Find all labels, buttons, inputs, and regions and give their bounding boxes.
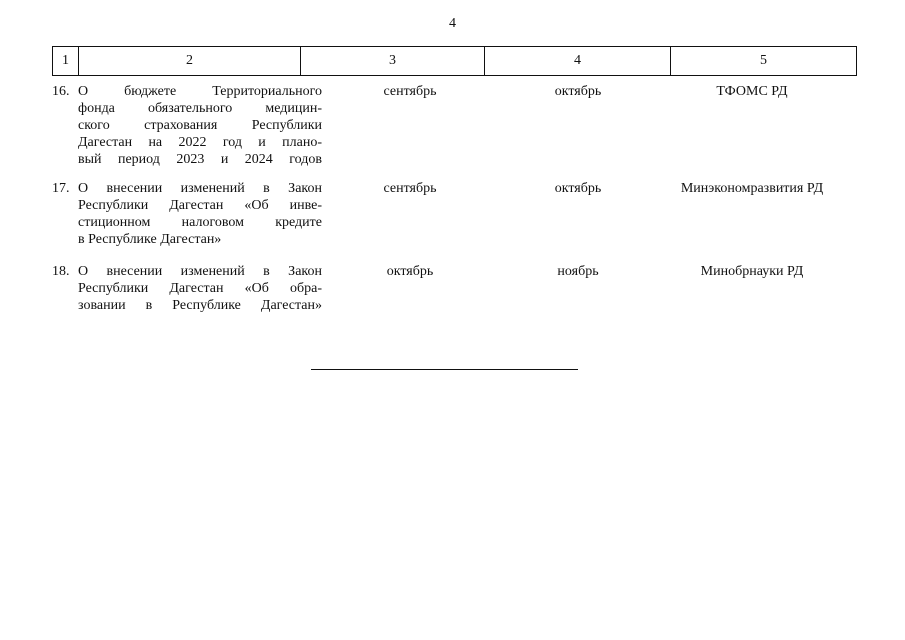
description-line: Республики Дагестан «Об обра-: [78, 281, 322, 296]
header-col-2: 2: [79, 47, 301, 76]
description-line: Республики Дагестан «Об инве-: [78, 198, 322, 213]
header-col-4: 4: [485, 47, 671, 76]
description-line: стиционном налоговом кредите: [78, 215, 322, 230]
row-number: 18.: [52, 264, 70, 279]
row-description: [78, 180, 322, 248]
row-col3: сентябрь: [383, 181, 437, 196]
row-description: [78, 83, 322, 168]
table-header: [52, 46, 857, 76]
row-description: [78, 263, 322, 314]
row-col3: октябрь: [386, 264, 434, 279]
description-line: зовании в Республике Дагестан»: [78, 298, 322, 313]
description-line: ского страхования Республики: [78, 118, 322, 133]
description-line: вый период 2023 и 2024 годов: [78, 152, 322, 167]
row-number: 16.: [52, 84, 70, 99]
row-col4: октябрь: [554, 84, 602, 99]
header-col-3: 3: [301, 47, 485, 76]
row-col5: Минэкономразвития РД: [680, 181, 824, 196]
description-line: О внесении изменений в Закон: [78, 181, 322, 196]
header-row: [53, 47, 857, 76]
description-line: Дагестан на 2022 год и плано-: [78, 135, 322, 150]
row-col3: сентябрь: [383, 84, 437, 99]
description-line: О бюджете Территориального: [78, 84, 322, 99]
row-number: 17.: [52, 181, 70, 196]
description-line: в Республике Дагестан»: [78, 232, 222, 247]
row-col5: Минобрнауки РД: [700, 264, 804, 279]
row-col4: октябрь: [554, 181, 602, 196]
header-col-1: 1: [53, 47, 79, 76]
page-number: 4: [449, 16, 456, 31]
row-col5: ТФОМС РД: [716, 84, 788, 99]
header-col-5: 5: [671, 47, 857, 76]
closing-divider-line: [311, 369, 578, 370]
row-col4: ноябрь: [557, 264, 599, 279]
description-line: фонда обязательного медицин-: [78, 101, 322, 116]
description-line: О внесении изменений в Закон: [78, 264, 322, 279]
